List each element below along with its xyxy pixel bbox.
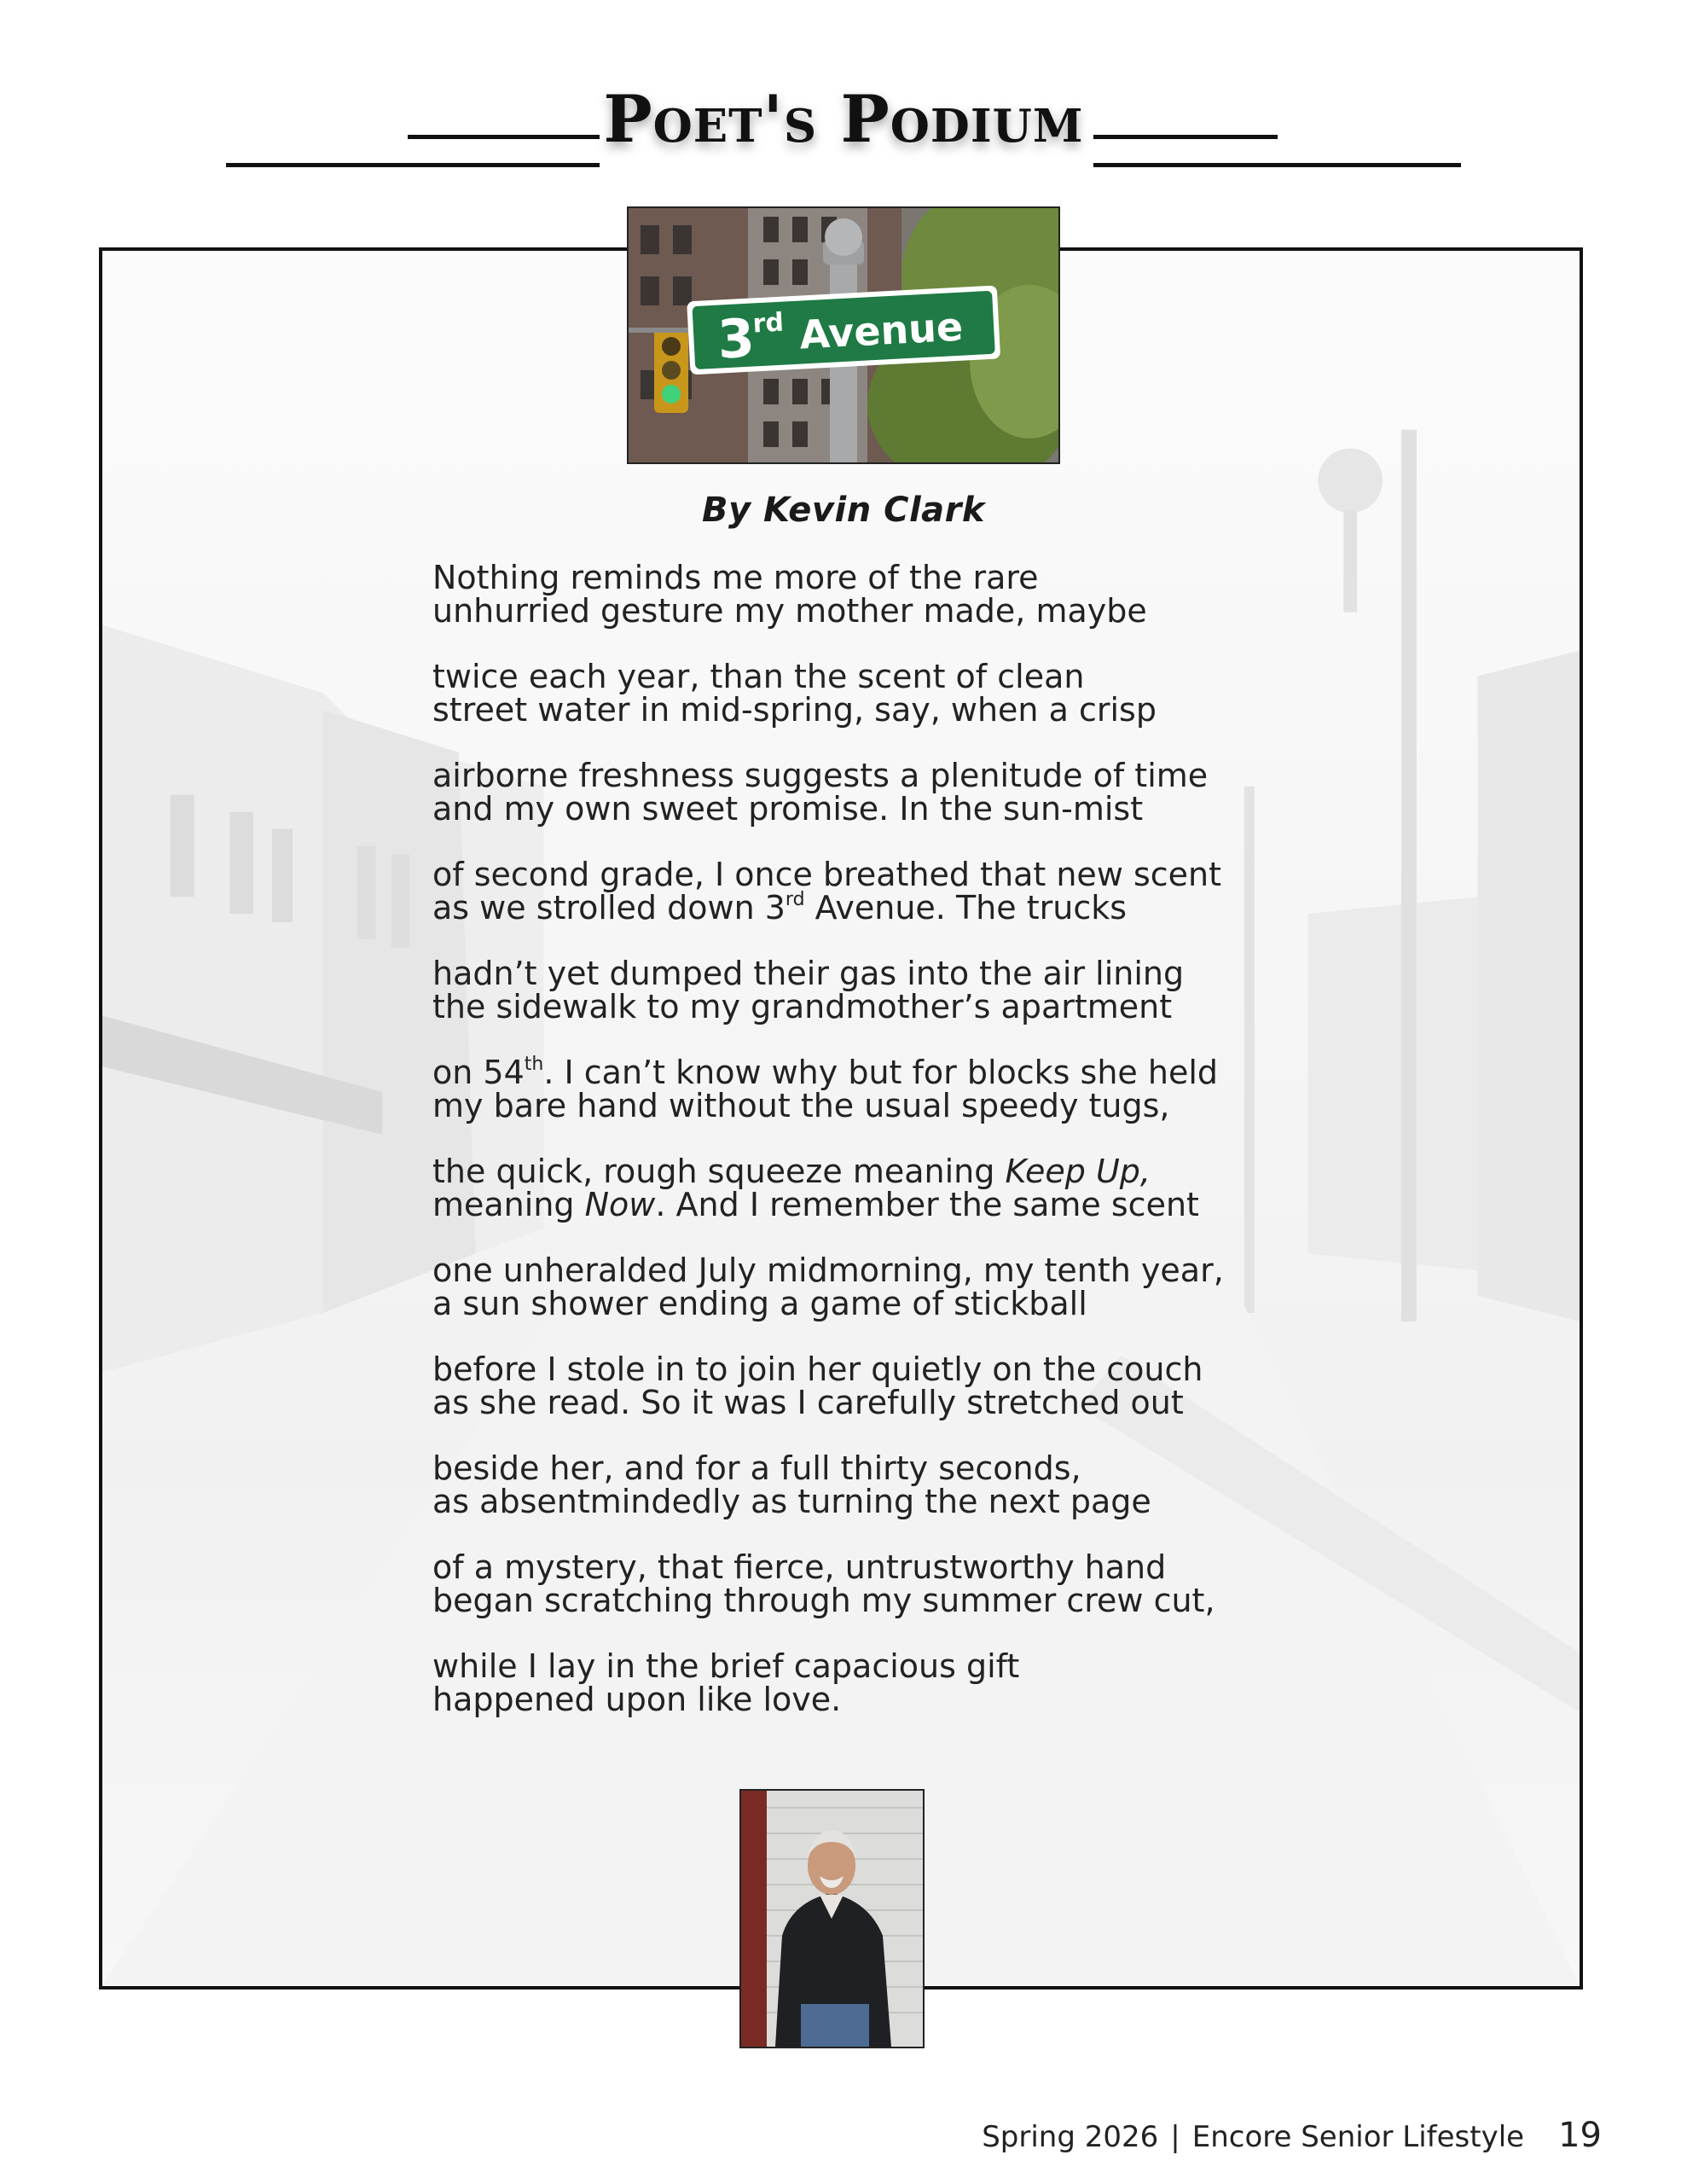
poem-line [432, 790, 1328, 828]
poem-line [432, 1089, 1328, 1123]
footer-separator: | [1170, 2120, 1180, 2154]
line-text: and my own sweet promise. In the sun-mist [432, 790, 1144, 828]
line-text: Avenue. The trucks [804, 889, 1128, 926]
line-text: of second grade, I once breathed that new scent [432, 856, 1222, 893]
page-title: Poet's Podium [603, 81, 1084, 157]
line-text: while I lay in the brief capacious gift [432, 1647, 1020, 1685]
line-text: hadn’t yet dumped their gas into the air lining [432, 955, 1185, 992]
emphasized-text: Now [584, 1186, 656, 1223]
author-photo [739, 1789, 925, 2048]
line-text: as we strolled down 3 [432, 889, 786, 926]
poem-stanza [432, 1056, 1328, 1123]
header-rule-left-long-extension [226, 163, 600, 167]
poem-stanza [432, 1350, 1328, 1421]
poem-line [432, 1155, 1328, 1188]
emphasized-text: Keep Up, [1005, 1153, 1151, 1190]
poem-line [432, 957, 1328, 990]
poem-stanza [432, 660, 1328, 727]
sign-number: 3 [716, 306, 757, 371]
poem-line [432, 561, 1328, 595]
poem-stanza [432, 858, 1328, 925]
poem-line [432, 1548, 1328, 1586]
line-text: . And I remember the same scent [655, 1186, 1199, 1223]
street-sign-photo [627, 206, 1060, 464]
poem-stanza [432, 1254, 1328, 1321]
line-text: Nothing reminds me more of the rare [432, 559, 1039, 596]
footer-publication: Encore Senior Lifestyle [1191, 2120, 1525, 2154]
poem-line [432, 759, 1328, 793]
poem-line [432, 889, 1328, 926]
page-footer [982, 2116, 1602, 2155]
poem-line [432, 1647, 1328, 1685]
poem-line [432, 660, 1328, 694]
line-text: began scratching through my summer crew cut, [432, 1582, 1215, 1619]
line-text: as absentmindedly as turning the next page [432, 1483, 1151, 1520]
line-text: the sidewalk to my grandmother’s apartment [432, 988, 1173, 1025]
poem-line [432, 990, 1328, 1024]
line-text: my bare hand without the usual speedy tugs, [432, 1087, 1170, 1124]
poem-line [432, 1254, 1328, 1287]
line-text: as she read. So it was I carefully stretched out [432, 1384, 1184, 1421]
header-rule-right-long [1093, 163, 1461, 167]
line-text: beside her, and for a full thirty seconds, [432, 1449, 1081, 1487]
sign-suffix: rd [751, 307, 785, 340]
line-text: airborne freshness suggests a plenitude of time [432, 757, 1209, 794]
poem-line [432, 1485, 1328, 1519]
line-text: a sun shower ending a game of stickball [432, 1285, 1087, 1322]
line-text: on 54 [432, 1054, 525, 1091]
line-text: street water in mid-spring, say, when a crisp [432, 691, 1157, 729]
page-number: 19 [1558, 2116, 1602, 2155]
poem-stanza [432, 957, 1328, 1024]
line-text: of a mystery, that fierce, untrustworthy hand [432, 1548, 1167, 1586]
line-text: happened upon like love. [432, 1681, 842, 1718]
poem-body [432, 561, 1328, 1749]
sign-word: Avenue [797, 303, 965, 358]
ordinal-suffix: th [524, 1054, 544, 1075]
line-text: . I can’t know why but for blocks she held [543, 1054, 1219, 1091]
line-text: meaning [432, 1186, 585, 1223]
line-text: one unheralded July midmorning, my tenth year, [432, 1252, 1224, 1289]
poem-line [432, 1683, 1328, 1716]
byline: By Kevin Clark [702, 491, 985, 530]
line-text: the quick, rough squeeze meaning [432, 1153, 1006, 1190]
poem-stanza [432, 561, 1328, 628]
line-text: unhurried gesture my mother made, maybe [432, 592, 1147, 630]
footer-issue: Spring 2026 [982, 2120, 1159, 2154]
poem-line [432, 1287, 1328, 1321]
poem-line [432, 858, 1328, 892]
poem-stanza [432, 1449, 1328, 1520]
line-text: before I stole in to join her quietly on the couch [432, 1350, 1203, 1388]
poem-line [432, 1188, 1328, 1222]
poem-line [432, 1056, 1328, 1089]
poem-stanza [432, 1548, 1328, 1619]
poem-line [432, 1350, 1328, 1388]
ordinal-suffix: rd [785, 889, 805, 910]
poem-stanza [432, 1647, 1328, 1718]
poem-stanza [432, 759, 1328, 826]
poem-line [432, 1584, 1328, 1618]
poem-line [432, 1449, 1328, 1487]
poem-line [432, 691, 1328, 729]
poem-stanza [432, 1155, 1328, 1222]
header-rule-right-short [1093, 135, 1278, 139]
poem-line [432, 592, 1328, 630]
poem-line [432, 1386, 1328, 1420]
line-text: twice each year, than the scent of clean [432, 658, 1085, 695]
